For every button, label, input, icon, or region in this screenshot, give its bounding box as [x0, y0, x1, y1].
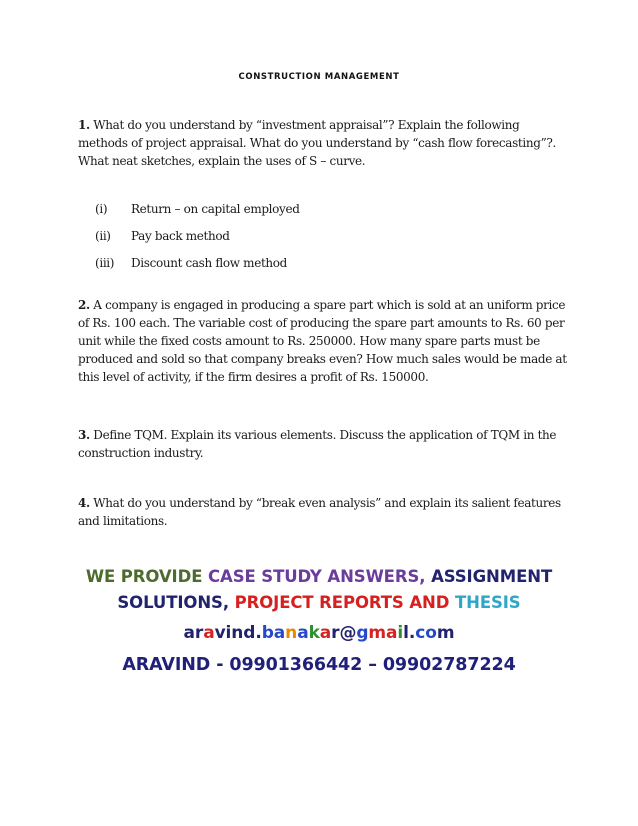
list-item — [95, 200, 300, 227]
email-part: vind. — [214, 623, 262, 643]
list-item-text: Pay back method — [131, 229, 230, 243]
email-part: a — [319, 623, 332, 643]
question-3-text: Define TQM. Explain its various elements. Discuss the application of TQM in the construction industry. — [78, 428, 557, 460]
promo-case-study: CASE STUDY ANSWERS, — [208, 567, 432, 586]
email-part: i — [397, 623, 404, 643]
list-item-number: (i) — [95, 202, 108, 216]
question-2-number: 2. — [78, 298, 90, 312]
email-part: a — [203, 623, 215, 643]
list-item-text: Discount cash flow method — [131, 256, 288, 270]
contact-email[interactable] — [0, 620, 638, 646]
promo-we-provide: WE PROVIDE — [85, 567, 209, 586]
email-part: n — [285, 623, 298, 643]
email-part: a — [297, 623, 309, 643]
email-part: ar — [183, 623, 204, 643]
email-part: ma — [368, 623, 398, 643]
email-part: k — [308, 623, 320, 643]
methods-list — [95, 200, 300, 281]
question-1-text: What do you understand by “investment appraisal”? Explain the following methods of project appraisal. What do you understand by “cash flow forecasting”?. What neat sketches, explain the uses of S – curve. — [78, 118, 556, 168]
question-4 — [78, 494, 570, 530]
email-part: co — [415, 623, 437, 643]
page-title: CONSTRUCTION MANAGEMENT — [238, 72, 400, 82]
question-1 — [78, 116, 570, 170]
list-item-number: (iii) — [95, 256, 115, 270]
promo-thesis: THESIS — [454, 593, 521, 612]
promo-solutions: SOLUTIONS, — [117, 593, 235, 612]
promo-line-1 — [0, 564, 638, 590]
promo-project-reports: PROJECT REPORTS AND — [234, 593, 455, 612]
question-3 — [78, 426, 570, 462]
list-item — [95, 227, 300, 254]
question-1-number: 1. — [78, 118, 90, 132]
email-part: ba — [261, 623, 286, 643]
list-item-number: (ii) — [95, 229, 111, 243]
question-2-text: A company is engaged in producing a spare part which is sold at an uniform price of Rs. 100 each. The variable cost of producing the spare part amounts to Rs. 60 per unit while the fixed costs amount to Rs. 250000. How many spare parts must be produced and sold so that company breaks even? How much sales would be made at this level of activity, if the firm desires a profit of Rs. 150000. — [78, 298, 567, 384]
question-4-text: What do you understand by “break even analysis” and explain its salient features and limitations. — [78, 496, 561, 528]
email-part: l. — [403, 623, 416, 643]
contact-phone: ARAVIND - 09901366442 – 09902787224 — [122, 655, 516, 675]
question-3-number: 3. — [78, 428, 90, 442]
email-part: r@ — [331, 623, 357, 643]
email-part: m — [436, 623, 455, 643]
list-item-text: Return – on capital employed — [131, 202, 300, 216]
question-4-number: 4. — [78, 496, 90, 510]
list-item — [95, 254, 300, 281]
question-2 — [78, 296, 570, 386]
promo-assignment: ASSIGNMENT — [431, 567, 553, 586]
promo-line-2 — [0, 590, 638, 616]
email-part: g — [356, 623, 369, 643]
